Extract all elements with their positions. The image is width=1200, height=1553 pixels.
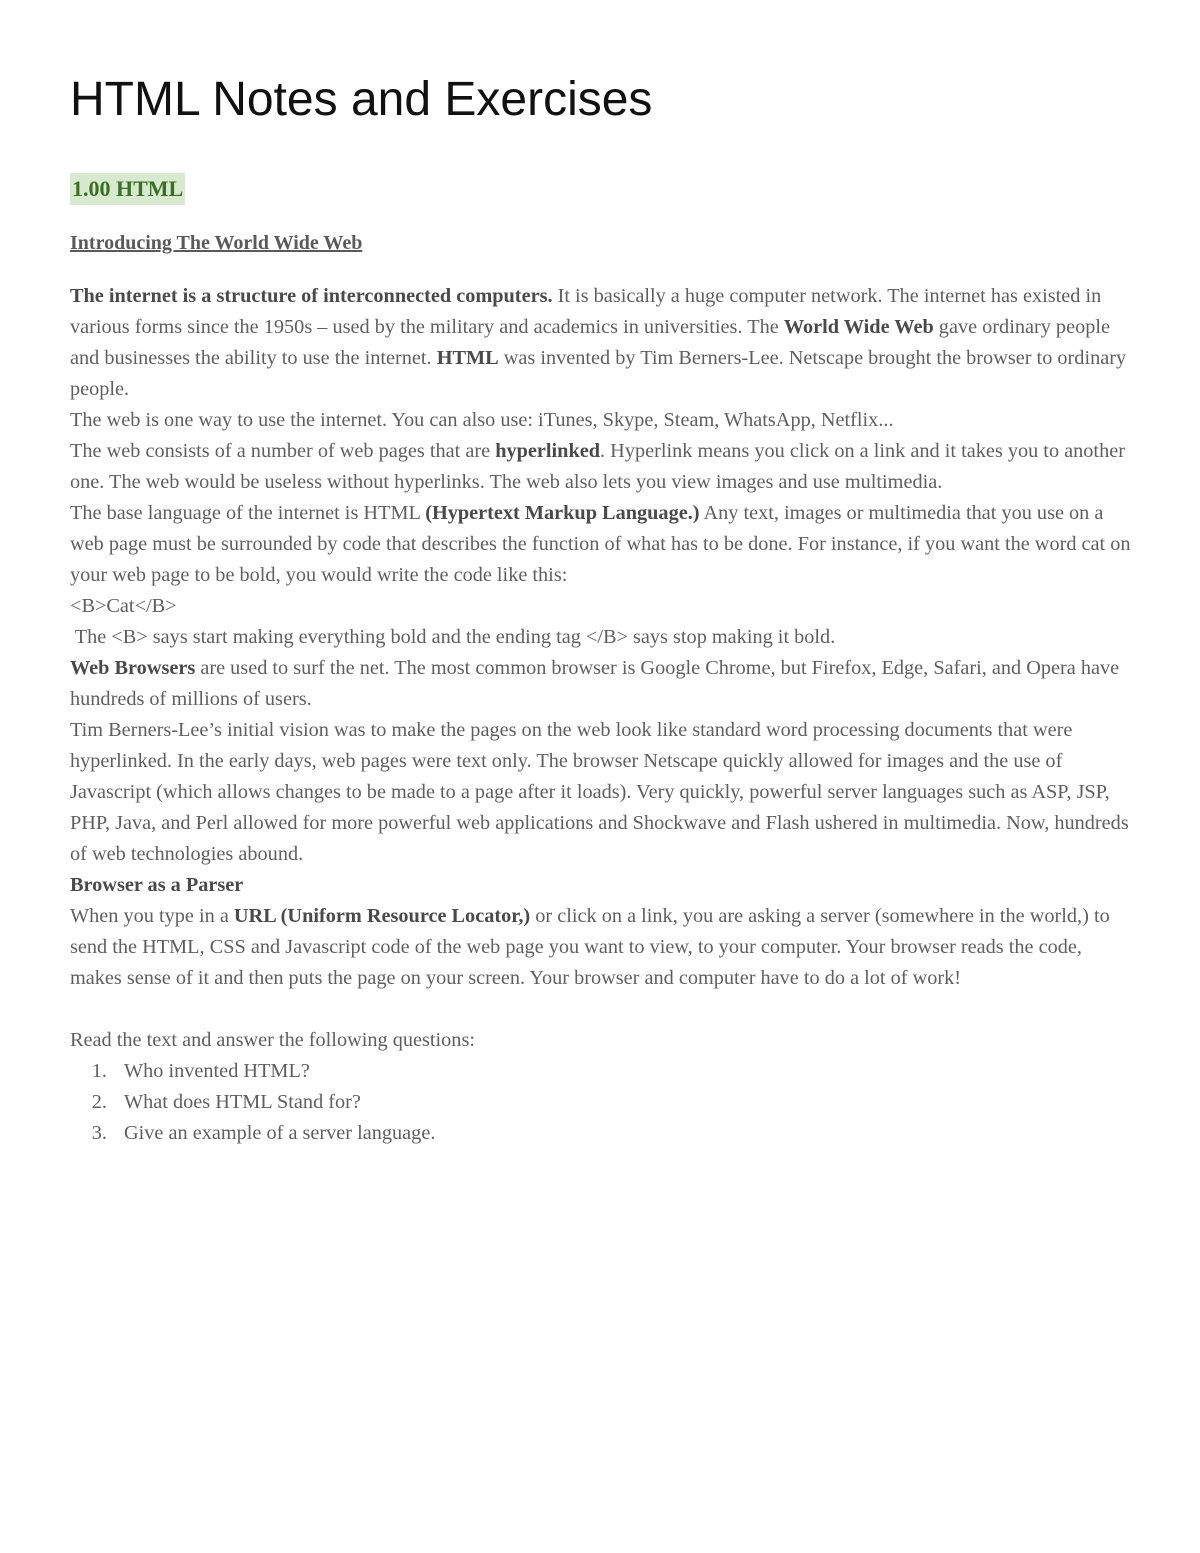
questions-list [70, 1056, 1132, 1149]
bold-phrase: HTML [436, 347, 499, 369]
paragraph-internet [70, 281, 1132, 405]
section-heading: 1.00 HTML [70, 173, 185, 205]
bold-phrase: World Wide Web [783, 316, 934, 338]
list-item [70, 1118, 1132, 1149]
text-run: was invented by Tim Berners-Lee. Netscape brought the browser to ordinary people. [70, 347, 1127, 400]
sub-heading: Introducing The World Wide Web [70, 232, 363, 254]
blank-line [70, 994, 1132, 1025]
bold-phrase: Browser as a Parser [70, 874, 244, 896]
question-text: What does HTML Stand for? [124, 1091, 361, 1113]
text-run: gave ordinary people and businesses the ability to use the internet. [70, 316, 1110, 369]
text-run: . Hyperlink means you click on a link and it takes you to another one. The web would be useless without hyperlinks. The web also lets you view images and use multimedia. [70, 440, 1125, 493]
question-number: 1. [91, 1060, 107, 1082]
paragraph-history: Tim Berners-Lee’s initial vision was to make the pages on the web look like standard word processing documents that were hyperlinked. In the early days, web pages were text only. The browser Netscape quickly allowed for images and the use of Javascript (which allows changes to be made to a page after it loads). Very quickly, powerful server languages such as ASP, JSP, PHP, Java, and Perl allowed for more powerful web applications and Shockwave and Flash ushered in multimedia. Now, hundreds of web technologies abound. [70, 719, 1129, 865]
text-run: Any text, images or multimedia that you use on a web page must be surrounded by code that describes the function of what has to be done. For instance, if you want the word cat on your web page to be bold, you would write the code like this: [70, 502, 1131, 586]
bold-phrase: URL (Uniform Resource Locator,) [233, 905, 531, 927]
bold-phrase: hyperlinked [495, 440, 601, 462]
question-text: Who invented HTML? [124, 1060, 310, 1082]
text-run: or click on a link, you are asking a server (somewhere in the world,) to send the HTML, CSS and Javascript code of the web page you want to view, to your computer. Your browser reads the code, makes sense of it and then puts the page on your screen. Your browser and computer have to do a lot of work! [70, 905, 1110, 989]
question-text: Give an example of a server language. [124, 1122, 436, 1144]
text-run: It is basically a huge computer network. The internet has existed in various forms since the 1950s – used by the military and academics in universities. The [70, 285, 1102, 338]
paragraph-html-language [70, 498, 1132, 591]
paragraph-web-uses: The web is one way to use the internet. You can also use: iTunes, Skype, Steam, WhatsApp, Netflix... [70, 409, 894, 431]
paragraph-web-browsers [70, 653, 1132, 715]
list-item [70, 1087, 1132, 1118]
questions-intro: Read the text and answer the following questions: [70, 1029, 475, 1051]
text-run: are used to surf the net. The most common browser is Google Chrome, but Firefox, Edge, Safari, and Opera have hundreds of millions of users. [70, 657, 1120, 710]
question-number: 3. [91, 1122, 107, 1144]
bold-phrase: The internet is a structure of interconnected computers. [70, 285, 553, 307]
text-run: When you type in a [70, 905, 234, 927]
bold-phrase: Web Browsers [70, 657, 196, 679]
question-number: 2. [91, 1091, 107, 1113]
bold-phrase: (Hypertext Markup Language.) [425, 502, 700, 524]
paragraph-hyperlinks [70, 436, 1132, 498]
paragraph-bold-tag: The <B> says start making everything bold and the ending tag </B> says stop making it bold. [70, 626, 836, 648]
text-run: The web consists of a number of web pages that are [70, 440, 496, 462]
paragraph-parser [70, 901, 1132, 994]
document-title: HTML Notes and Exercises [70, 73, 653, 126]
list-item [70, 1056, 1132, 1087]
parser-heading [70, 870, 1132, 901]
text-run: The base language of the internet is HTML [70, 502, 426, 524]
code-example: <B>Cat</B> [70, 595, 177, 617]
body-text [70, 281, 1132, 1149]
